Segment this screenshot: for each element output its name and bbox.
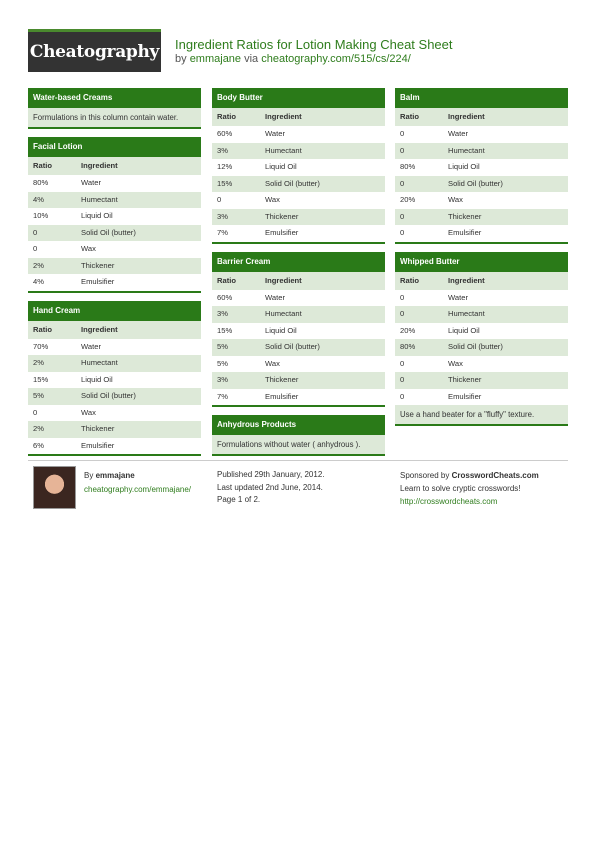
section-title: Whipped Butter	[395, 252, 568, 272]
footer-divider	[28, 460, 568, 461]
author-name[interactable]: emmajane	[95, 471, 135, 480]
ingredient-cell: Emulsifier	[81, 440, 115, 450]
ingredient-cell: Humectant	[448, 145, 485, 155]
ingredient-cell: Emulsifier	[265, 228, 299, 237]
ratio-cell: 20%	[400, 195, 416, 204]
ingredient-cell: Emulsifier	[265, 391, 299, 401]
byline	[175, 53, 411, 65]
table-row	[395, 356, 568, 373]
sponsor-link[interactable]: http://crosswordcheats.com	[400, 497, 498, 506]
page-number: Page 1 of 2.	[217, 495, 261, 504]
ingredient-cell: Emulsifier	[81, 277, 115, 286]
logo-text: Cheatography	[29, 42, 160, 62]
byline-via: via	[244, 53, 259, 65]
table-row	[212, 323, 385, 340]
ratio-cell: 0	[400, 358, 405, 368]
table-row	[28, 438, 201, 455]
footer-sponsor	[400, 469, 539, 508]
sponsor-name[interactable]: CrosswordCheats.com	[451, 471, 539, 480]
table-header	[212, 272, 385, 290]
table-row	[395, 126, 568, 143]
section-balm	[395, 88, 568, 244]
section-facial-lotion	[28, 137, 201, 293]
table-row	[212, 290, 385, 307]
section-note: Formulations in this column contain water.	[28, 108, 201, 127]
ratio-cell: 80%	[400, 342, 416, 351]
ratio-cell: 0	[217, 195, 222, 204]
table-row	[212, 356, 385, 373]
section-title: Hand Cream	[28, 301, 201, 321]
ratio-cell: 15%	[217, 178, 233, 188]
ratio-table	[28, 321, 201, 455]
section-hand-cream	[28, 301, 201, 457]
table-body	[212, 126, 385, 242]
column-header-ratio: Ratio	[33, 161, 52, 170]
table-row	[212, 339, 385, 356]
table-row	[395, 209, 568, 226]
section-anhydrous-products	[212, 415, 385, 456]
table-row	[212, 372, 385, 389]
ingredient-cell: Emulsifier	[448, 228, 482, 237]
table-row	[395, 372, 568, 389]
table-row	[28, 258, 201, 275]
ratio-cell: 0	[400, 391, 405, 401]
table-row	[212, 192, 385, 209]
ingredient-cell: Thickener	[448, 375, 482, 384]
table-row	[28, 355, 201, 372]
table-row	[212, 306, 385, 323]
table-row	[28, 225, 201, 242]
ingredient-cell: Wax	[265, 195, 280, 204]
table-header	[395, 272, 568, 290]
ratio-cell: 15%	[217, 325, 233, 335]
table-row	[28, 208, 201, 225]
footer-author	[84, 469, 191, 497]
table-row	[395, 290, 568, 307]
column-header-ratio: Ratio	[400, 275, 419, 285]
sponsor-prefix: Sponsored by	[400, 471, 450, 480]
table-body	[28, 175, 201, 291]
column-header-ratio: Ratio	[217, 112, 236, 121]
section-note: Use a hand beater for a "fluffy" texture.	[395, 405, 568, 424]
section-whipped-butter	[395, 252, 568, 427]
ingredient-cell: Solid Oil (butter)	[265, 342, 320, 351]
ingredient-cell: Solid Oil (butter)	[81, 227, 136, 237]
ratio-cell: 80%	[33, 178, 49, 187]
table-body	[212, 290, 385, 406]
ingredient-cell: Solid Oil (butter)	[81, 391, 136, 400]
ratio-cell: 3%	[217, 375, 228, 384]
section-note: Formulations without water ( anhydrous ).	[212, 435, 385, 454]
column-2	[212, 88, 385, 464]
ingredient-cell: Humectant	[81, 358, 118, 367]
updated-date: Last updated 2nd June, 2014.	[217, 482, 323, 492]
column-header-ingredient: Ingredient	[265, 275, 302, 285]
ingredient-cell: Liquid Oil	[448, 162, 480, 171]
ratio-cell: 12%	[217, 162, 233, 171]
ingredient-cell: Thickener	[265, 375, 299, 384]
ingredient-cell: Solid Oil (butter)	[265, 178, 320, 188]
ratio-cell: 0	[33, 407, 38, 417]
ratio-cell: 0	[33, 244, 38, 253]
author-prefix: By	[84, 471, 94, 480]
ratio-cell: 0	[400, 228, 405, 237]
table-row	[28, 274, 201, 291]
ratio-cell: 6%	[33, 440, 44, 450]
ratio-cell: 60%	[217, 129, 233, 138]
ratio-cell: 3%	[217, 211, 228, 221]
page-title: Ingredient Ratios for Lotion Making Cheat Sheet	[175, 37, 453, 52]
ratio-cell: 0	[400, 292, 405, 302]
table-row	[28, 405, 201, 422]
table-row	[212, 159, 385, 176]
ratio-cell: 5%	[217, 342, 228, 351]
table-row	[395, 192, 568, 209]
ratio-cell: 0	[400, 178, 405, 188]
table-row	[28, 372, 201, 389]
table-row	[28, 388, 201, 405]
ingredient-cell: Thickener	[448, 211, 482, 221]
ratio-cell: 3%	[217, 145, 228, 155]
ingredient-cell: Wax	[81, 407, 96, 417]
section-body-butter	[212, 88, 385, 244]
author-link[interactable]: emmajane	[189, 53, 242, 65]
author-avatar[interactable]	[33, 466, 76, 509]
column-3	[395, 88, 568, 434]
column-header-ingredient: Ingredient	[81, 161, 118, 170]
section-barrier-cream	[212, 252, 385, 408]
ratio-cell: 0	[400, 375, 405, 384]
ingredient-cell: Thickener	[81, 424, 115, 433]
column-1	[28, 88, 201, 464]
ingredient-cell: Liquid Oil	[81, 374, 113, 384]
table-row	[212, 143, 385, 160]
table-row	[212, 176, 385, 193]
byline-by: by	[175, 53, 187, 65]
published-date: Published 29th January, 2012.	[217, 470, 325, 479]
section-title: Anhydrous Products	[212, 415, 385, 435]
ingredient-cell: Solid Oil (butter)	[448, 178, 503, 188]
ingredient-cell: Water	[81, 341, 101, 351]
table-row	[395, 306, 568, 323]
ingredient-cell: Liquid Oil	[265, 162, 297, 171]
ingredient-cell: Liquid Oil	[448, 325, 480, 335]
ratio-cell: 0	[400, 129, 405, 138]
table-row	[28, 192, 201, 209]
section-title: Facial Lotion	[28, 137, 201, 157]
ratio-cell: 2%	[33, 260, 44, 270]
ingredient-cell: Wax	[265, 358, 280, 368]
ingredient-cell: Solid Oil (butter)	[448, 342, 503, 351]
ingredient-cell: Wax	[81, 244, 96, 253]
table-row	[28, 339, 201, 356]
author-profile-link[interactable]: cheatography.com/emmajane/	[84, 485, 192, 494]
column-header-ratio: Ratio	[400, 112, 419, 121]
ingredient-cell: Humectant	[81, 194, 118, 204]
ratio-table	[212, 272, 385, 406]
table-row	[395, 159, 568, 176]
ratio-cell: 0	[33, 227, 38, 237]
ratio-table	[395, 108, 568, 242]
table-row	[212, 389, 385, 406]
ingredient-cell: Water	[448, 292, 468, 302]
ingredient-cell: Water	[81, 178, 101, 187]
table-header	[212, 108, 385, 126]
ratio-cell: 0	[400, 309, 405, 318]
table-row	[395, 176, 568, 193]
ingredient-cell: Water	[265, 292, 285, 302]
table-body	[395, 126, 568, 242]
ingredient-cell: Humectant	[265, 145, 302, 155]
ratio-cell: 20%	[400, 325, 416, 335]
section-title: Balm	[395, 88, 568, 108]
table-header	[28, 157, 201, 175]
ratio-cell: 80%	[400, 162, 416, 171]
ratio-cell: 70%	[33, 341, 49, 351]
ratio-cell: 15%	[33, 374, 49, 384]
section-title: Water-based Creams	[28, 88, 201, 108]
ingredient-cell: Liquid Oil	[265, 325, 297, 335]
ingredient-cell: Water	[448, 129, 468, 138]
ratio-cell: 5%	[33, 391, 44, 400]
ingredient-cell: Wax	[448, 358, 463, 368]
footer-dates	[217, 469, 324, 507]
ingredient-cell: Humectant	[448, 309, 485, 318]
ratio-cell: 7%	[217, 391, 228, 401]
table-row	[395, 389, 568, 406]
ratio-table	[212, 108, 385, 242]
table-body	[395, 290, 568, 406]
sheet-url-link[interactable]: cheatography.com/515/cs/224/	[261, 53, 411, 65]
column-header-ingredient: Ingredient	[448, 112, 485, 121]
ingredient-cell: Thickener	[81, 260, 115, 270]
ratio-cell: 4%	[33, 194, 44, 204]
column-header-ingredient: Ingredient	[448, 275, 485, 285]
section-title: Barrier Cream	[212, 252, 385, 272]
section-water-based-creams	[28, 88, 201, 129]
table-header	[395, 108, 568, 126]
ingredient-cell: Thickener	[265, 211, 299, 221]
table-row	[28, 421, 201, 438]
table-row	[212, 209, 385, 226]
table-row	[395, 339, 568, 356]
table-body	[28, 339, 201, 455]
table-row	[212, 225, 385, 242]
table-row	[395, 225, 568, 242]
ingredient-cell: Liquid Oil	[81, 211, 113, 220]
table-header	[28, 321, 201, 339]
ingredient-cell: Emulsifier	[448, 391, 482, 401]
ratio-cell: 3%	[217, 309, 228, 318]
ratio-cell: 7%	[217, 228, 228, 237]
column-header-ratio: Ratio	[33, 324, 52, 334]
ratio-cell: 0	[400, 145, 405, 155]
table-row	[212, 126, 385, 143]
ratio-cell: 60%	[217, 292, 233, 302]
section-title: Body Butter	[212, 88, 385, 108]
column-header-ingredient: Ingredient	[265, 112, 302, 121]
ratio-cell: 5%	[217, 358, 228, 368]
ratio-cell: 4%	[33, 277, 44, 286]
ingredient-cell: Water	[265, 129, 285, 138]
column-header-ingredient: Ingredient	[81, 324, 118, 334]
table-row	[395, 323, 568, 340]
column-header-ratio: Ratio	[217, 275, 236, 285]
ratio-cell: 10%	[33, 211, 49, 220]
table-row	[28, 241, 201, 258]
ratio-cell: 2%	[33, 358, 44, 367]
cheatography-logo[interactable]	[28, 29, 161, 72]
ingredient-cell: Humectant	[265, 309, 302, 318]
ratio-table	[395, 272, 568, 406]
ratio-cell: 2%	[33, 424, 44, 433]
ingredient-cell: Wax	[448, 195, 463, 204]
table-row	[28, 175, 201, 192]
ratio-cell: 0	[400, 211, 405, 221]
table-row	[395, 143, 568, 160]
ratio-table	[28, 157, 201, 291]
sponsor-text: Learn to solve cryptic crosswords!	[400, 484, 521, 493]
